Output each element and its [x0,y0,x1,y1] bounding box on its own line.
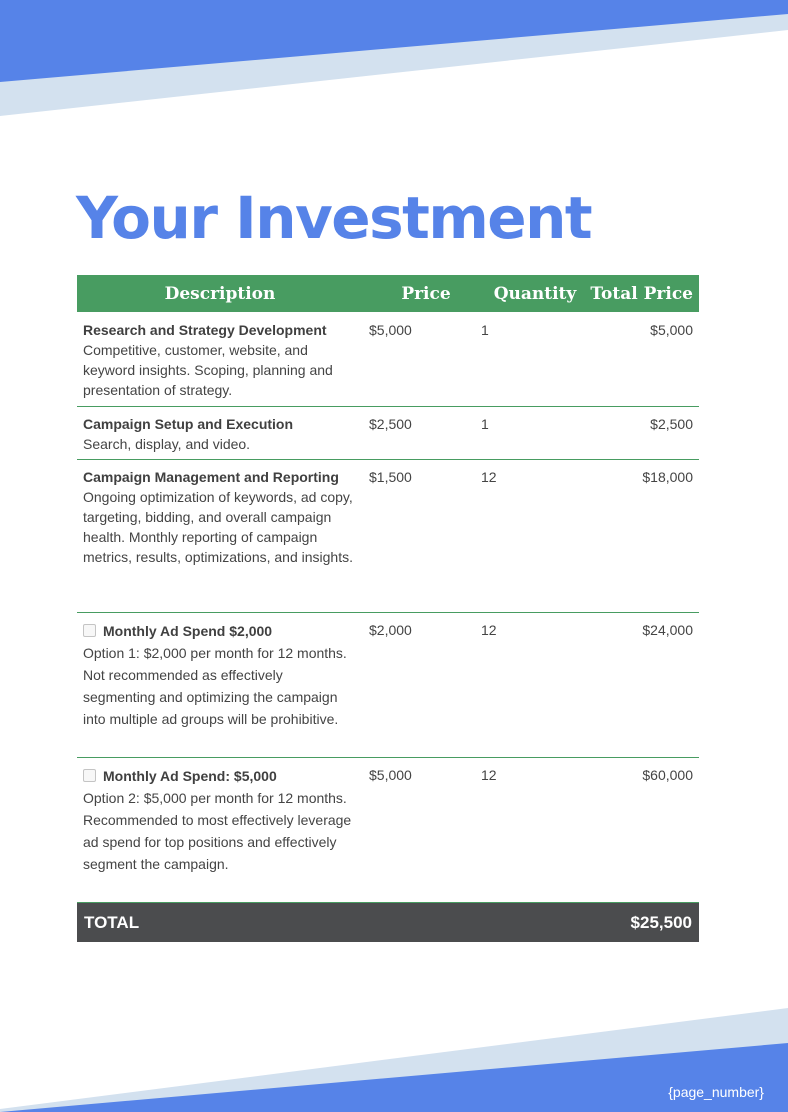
page-number: {page_number} [668,1084,764,1100]
header-quantity: Quantity [493,283,577,304]
description-cell [77,414,363,454]
description-cell [77,620,363,730]
price-cell: $5,000 [369,767,412,783]
table-row [77,758,699,903]
price-cell: $2,000 [369,622,412,638]
description-cell [77,320,363,400]
header-total-price: Total Price [590,283,693,304]
total-cell: $2,500 [650,416,693,432]
total-cell: $18,000 [642,469,693,485]
total-cell: $60,000 [642,767,693,783]
item-description: Option 2: $5,000 per month for 12 months. Recommended to most effectively leverage ad spend for top positions and effectively segment the campaign. [83,790,352,872]
header-description: Description [164,283,276,304]
description-cell [77,467,363,567]
top-banner-decoration [0,0,788,120]
table-row [77,460,699,613]
total-cell: $5,000 [650,322,693,338]
description-cell [77,765,363,875]
total-value: $25,500 [630,912,692,932]
table-row [77,613,699,758]
item-title: Monthly Ad Spend: $5,000 [103,768,277,784]
total-row [77,903,699,942]
quantity-cell: 12 [481,767,497,783]
item-description: Option 1: $2,000 per month for 12 months. Not recommended as effectively segmenting and optimizing the campaign into multiple ad groups will be prohibitive. [83,645,347,727]
item-description: Ongoing optimization of keywords, ad copy, targeting, bidding, and overall campaign health. Monthly reporting of campaign metrics, results, optimizations, and insights. [83,489,353,565]
investment-table [77,275,699,942]
header-price: Price [401,283,451,304]
quantity-cell: 12 [481,469,497,485]
price-cell: $2,500 [369,416,412,432]
item-title: Monthly Ad Spend $2,000 [103,623,273,639]
quantity-cell: 1 [481,322,489,338]
option-checkbox[interactable] [83,769,96,782]
item-description: Search, display, and video. [83,436,251,452]
quantity-cell: 12 [481,622,497,638]
table-row [77,312,699,407]
total-cell: $24,000 [642,622,693,638]
item-title: Campaign Setup and Execution [83,416,294,432]
table-header [77,275,699,312]
page-title: Your Investment [76,184,592,252]
option-checkbox[interactable] [83,624,96,637]
item-title: Research and Strategy Development [83,322,327,338]
quantity-cell: 1 [481,416,489,432]
price-cell: $5,000 [369,322,412,338]
price-cell: $1,500 [369,469,412,485]
total-label: TOTAL [84,912,140,932]
table-row [77,407,699,460]
item-title: Campaign Management and Reporting [83,469,339,485]
item-description: Competitive, customer, website, and keyword insights. Scoping, planning and presentation of strategy. [83,342,333,398]
